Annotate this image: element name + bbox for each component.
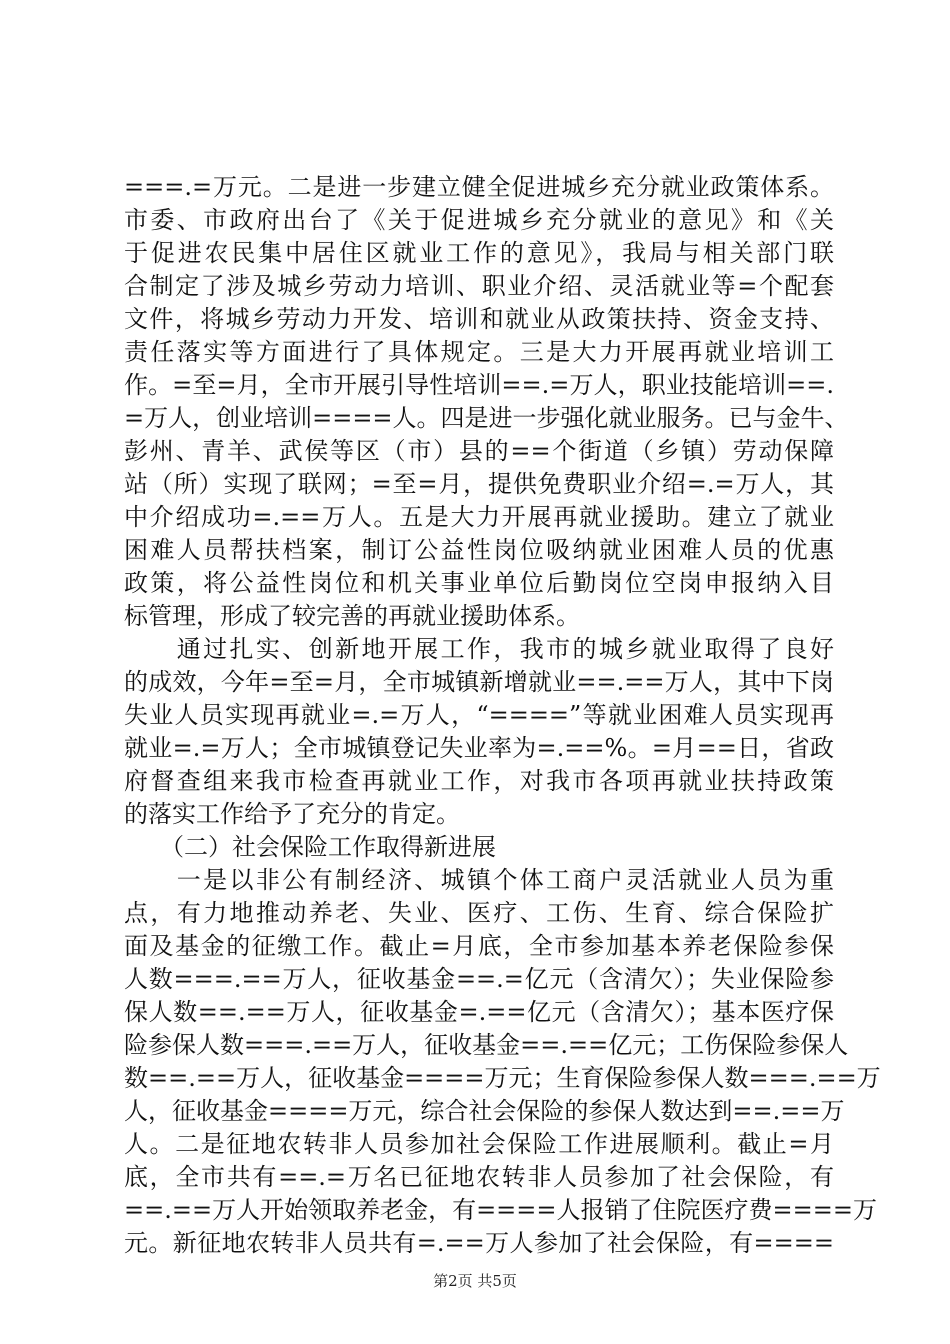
text-line: 失业人员实现再就业=.=万人，“====”等就业困难人员实现再	[124, 701, 834, 729]
text-line: 的落实工作给予了充分的肯定。	[124, 800, 460, 828]
text-line: 人数===.==万人，征收基金==.=亿元（含清欠）；失业保险参	[124, 965, 834, 993]
text-line: ==.==万人开始领取养老金，有====人报销了住院医疗费====万	[124, 1196, 877, 1224]
text-line: 中介绍成功=.==万人。五是大力开展再就业援助。建立了就业	[124, 503, 834, 531]
text-line: 政策，将公益性岗位和机关事业单位后勤岗位空岗申报纳入目	[124, 569, 834, 597]
text-line: 通过扎实、创新地开展工作，我市的城乡就业取得了良好	[124, 635, 834, 663]
text-line: 人，征收基金====万元，综合社会保险的参保人数达到==.==万	[124, 1097, 845, 1125]
text-line: 保人数==.==万人，征收基金=.==亿元（含清欠）；基本医疗保	[124, 998, 834, 1026]
text-line: 作。=至=月，全市开展引导性培训==.=万人，职业技能培训==.	[124, 371, 834, 399]
text-line: 点，有力地推动养老、失业、医疗、工伤、生育、综合保险扩	[124, 899, 834, 927]
text-line: 的成效，今年=至=月，全市城镇新增就业==.==万人，其中下岗	[124, 668, 834, 696]
text-line: 于促进农民集中居住区就业工作的意见》，我局与相关部门联	[124, 239, 834, 267]
text-line: 文件，将城乡劳动力开发、培训和就业从政策扶持、资金支持、	[124, 305, 834, 333]
text-line: 元。新征地农转非人员共有=.==万人参加了社会保险，有====	[124, 1229, 834, 1257]
text-line: 合制定了涉及城乡劳动力培训、职业介绍、灵活就业等=个配套	[124, 272, 834, 300]
text-line: =万人，创业培训====人。四是进一步强化就业服务。已与金牛、	[124, 404, 849, 432]
text-line: 底，全市共有==.=万名已征地农转非人员参加了社会保险，有	[124, 1163, 834, 1191]
document-body	[124, 171, 881, 1260]
text-line: 站（所）实现了联网；=至=月，提供免费职业介绍=.=万人，其	[124, 470, 834, 498]
page-footer: 第2页 共5页	[433, 1272, 517, 1290]
text-line: 就业=.=万人；全市城镇登记失业率为=.==%。=月==日，省政	[124, 734, 834, 762]
text-line: 一是以非公有制经济、城镇个体工商户灵活就业人员为重	[124, 866, 834, 894]
text-line: 府督查组来我市检查再就业工作，对我市各项再就业扶持政策	[124, 767, 834, 795]
text-line: 责任落实等方面进行了具体规定。三是大力开展再就业培训工	[124, 338, 834, 366]
text-line: 人。二是征地农转非人员参加社会保险工作进展顺利。截止=月	[124, 1130, 834, 1158]
text-line: 数==.==万人，征收基金====万元；生育保险参保人数===.==万	[124, 1064, 881, 1092]
text-line: 标管理，形成了较完善的再就业援助体系。	[124, 602, 580, 630]
text-line: 市委、市政府出台了《关于促进城乡充分就业的意见》和《关	[124, 206, 834, 234]
text-line: 困难人员帮扶档案，制订公益性岗位吸纳就业困难人员的优惠	[124, 536, 834, 564]
text-line: 面及基金的征缴工作。截止=月底，全市参加基本养老保险参保	[124, 932, 834, 960]
text-line: ===.=万元。二是进一步建立健全促进城乡充分就业政策体系。	[124, 173, 834, 201]
text-line: 彭州、青羊、武侯等区（市）县的==个街道（乡镇）劳动保障	[124, 437, 834, 465]
text-line: 险参保人数===.==万人，征收基金==.==亿元；工伤保险参保人	[124, 1031, 849, 1059]
text-line: （二）社会保险工作取得新进展	[124, 833, 496, 861]
